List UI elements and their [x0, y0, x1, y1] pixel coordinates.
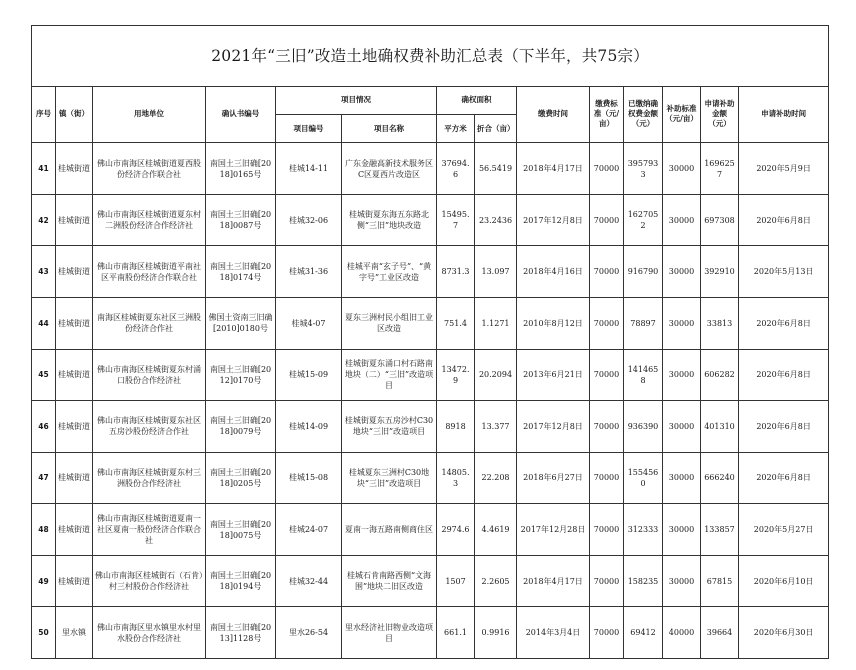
project-code-cell: 桂城14-09: [276, 401, 342, 453]
apply-time-cell: 2020年6月30日: [739, 607, 829, 659]
area-sqm-cell: 661.1: [437, 607, 475, 659]
paid-amount-cell: 158235: [624, 555, 663, 607]
subsidy-std-cell: 30000: [663, 143, 701, 195]
town-cell: 桂城街道: [56, 297, 93, 349]
area-mu-cell: 22.208: [475, 452, 517, 504]
seq-cell: 43: [32, 246, 56, 298]
paid-amount-cell: 69412: [624, 607, 663, 659]
apply-time-cell: 2020年6月8日: [739, 349, 829, 401]
area-mu-cell: 13.097: [475, 246, 517, 298]
subsidy-std-cell: 40000: [663, 607, 701, 659]
project-name-cell: 桂城街夏东涌口村石路南地块（二）“三旧”改造项目: [342, 349, 437, 401]
header-sqm: 平方米: [437, 114, 475, 142]
area-sqm-cell: 13472.9: [437, 349, 475, 401]
header-project-info: 项目情况: [276, 86, 437, 114]
header-area: 确权面积: [437, 86, 517, 114]
apply-amount-cell: 39664: [701, 607, 739, 659]
pay-std-cell: 70000: [590, 143, 624, 195]
cert-cell: 南国土三旧确[2012]0170号: [206, 349, 276, 401]
pay-time-cell: 2017年12月28日: [517, 504, 590, 556]
apply-time-cell: 2020年6月10日: [739, 555, 829, 607]
pay-time-cell: 2017年12月8日: [517, 194, 590, 246]
unit-cell: 佛山市南海区桂城街夏东社区五房沙股份经济合作社: [93, 401, 206, 453]
seq-cell: 42: [32, 194, 56, 246]
apply-time-cell: 2020年5月27日: [739, 504, 829, 556]
area-sqm-cell: 751.4: [437, 297, 475, 349]
seq-cell: 46: [32, 401, 56, 453]
table-row: [32, 452, 829, 504]
unit-cell: 佛山市南海区桂城街道夏东村二洲股份经济合作经济社: [93, 194, 206, 246]
town-cell: 桂城街道: [56, 401, 93, 453]
area-mu-cell: 0.9916: [475, 607, 517, 659]
unit-cell: 佛山市南海区桂城街道夏西股份经济合作联合社: [93, 143, 206, 195]
header-project-name: 项目名称: [342, 114, 437, 142]
apply-time-cell: 2020年6月8日: [739, 452, 829, 504]
seq-cell: 45: [32, 349, 56, 401]
pay-std-cell: 70000: [590, 607, 624, 659]
project-code-cell: 桂城15-09: [276, 349, 342, 401]
project-name-cell: 里水经济社旧物业改造项目: [342, 607, 437, 659]
town-cell: 桂城街道: [56, 504, 93, 556]
pay-time-cell: 2018年4月17日: [517, 555, 590, 607]
paid-amount-cell: 1627052: [624, 194, 663, 246]
header-subsidy-std: 补助标准（元/亩）: [663, 86, 701, 143]
title-row: [32, 26, 829, 87]
header-row-1: [32, 86, 829, 114]
table-row: [32, 401, 829, 453]
unit-cell: 佛山市南海区桂城街夏东村涌口股份合作经济社: [93, 349, 206, 401]
project-code-cell: 里水26-54: [276, 607, 342, 659]
town-cell: 桂城街道: [56, 143, 93, 195]
pay-std-cell: 70000: [590, 194, 624, 246]
cert-cell: 佛国土资南三旧确[2010]0180号: [206, 297, 276, 349]
header-mu: 折合（亩）: [475, 114, 517, 142]
paid-amount-cell: 312333: [624, 504, 663, 556]
unit-cell: 佛山市南海区桂城街夏东村三洲股份合作经济社: [93, 452, 206, 504]
project-name-cell: 桂城街夏东海五东路北侧“三旧”地块改造: [342, 194, 437, 246]
area-sqm-cell: 8731.3: [437, 246, 475, 298]
project-name-cell: 桂城石肯南路西侧“文海围”地块二旧区改造: [342, 555, 437, 607]
pay-time-cell: 2010年8月12日: [517, 297, 590, 349]
project-code-cell: 桂城15-08: [276, 452, 342, 504]
apply-amount-cell: 67815: [701, 555, 739, 607]
unit-cell: 佛山市南海区桂城街石（石肯）村三村股份合作经济社: [93, 555, 206, 607]
pay-time-cell: 2018年4月16日: [517, 246, 590, 298]
header-cert: 确认书编号: [206, 86, 276, 143]
cert-cell: 南国土三旧确[2013]1128号: [206, 607, 276, 659]
apply-time-cell: 2020年5月9日: [739, 143, 829, 195]
area-sqm-cell: 37694.6: [437, 143, 475, 195]
pay-std-cell: 70000: [590, 349, 624, 401]
town-cell: 桂城街道: [56, 194, 93, 246]
header-town: 镇（街）: [56, 86, 93, 143]
cert-cell: 南国土三旧确[2018]0194号: [206, 555, 276, 607]
paid-amount-cell: 916790: [624, 246, 663, 298]
subsidy-std-cell: 30000: [663, 452, 701, 504]
seq-cell: 47: [32, 452, 56, 504]
area-sqm-cell: 1507: [437, 555, 475, 607]
cert-cell: 南国土三旧确[2018]0205号: [206, 452, 276, 504]
subsidy-std-cell: 30000: [663, 504, 701, 556]
project-name-cell: 夏南一海五路南侧商住区: [342, 504, 437, 556]
cert-cell: 南国土三旧确[2018]0087号: [206, 194, 276, 246]
table-row: [32, 349, 829, 401]
cert-cell: 南国土三旧确[2018]0165号: [206, 143, 276, 195]
subsidy-std-cell: 30000: [663, 349, 701, 401]
table-row: [32, 246, 829, 298]
town-cell: 桂城街道: [56, 349, 93, 401]
pay-time-cell: 2018年6月27日: [517, 452, 590, 504]
pay-std-cell: 70000: [590, 504, 624, 556]
subsidy-std-cell: 30000: [663, 194, 701, 246]
project-code-cell: 桂城24-07: [276, 504, 342, 556]
header-paid-amount: 已缴纳确权费金额（元）: [624, 86, 663, 143]
seq-cell: 48: [32, 504, 56, 556]
area-mu-cell: 56.5419: [475, 143, 517, 195]
page-title: 2021年“三旧”改造土地确权费补助汇总表（下半年，共75宗）: [32, 26, 829, 87]
project-code-cell: 桂城14-11: [276, 143, 342, 195]
project-code-cell: 桂城4-07: [276, 297, 342, 349]
area-mu-cell: 4.4619: [475, 504, 517, 556]
unit-cell: 佛山市南海区桂城街道夏南一社区夏南一股份经济合作联合社: [93, 504, 206, 556]
area-mu-cell: 23.2436: [475, 194, 517, 246]
project-code-cell: 桂城31-36: [276, 246, 342, 298]
pay-time-cell: 2014年3月4日: [517, 607, 590, 659]
pay-time-cell: 2018年4月17日: [517, 143, 590, 195]
seq-cell: 41: [32, 143, 56, 195]
seq-cell: 44: [32, 297, 56, 349]
pay-std-cell: 70000: [590, 452, 624, 504]
pay-std-cell: 70000: [590, 401, 624, 453]
subsidy-std-cell: 30000: [663, 555, 701, 607]
pay-time-cell: 2013年6月21日: [517, 349, 590, 401]
seq-cell: 50: [32, 607, 56, 659]
area-sqm-cell: 15495.7: [437, 194, 475, 246]
area-mu-cell: 20.2094: [475, 349, 517, 401]
table-row: [32, 194, 829, 246]
cert-cell: 南国土三旧确[2018]0079号: [206, 401, 276, 453]
table-row: [32, 504, 829, 556]
unit-cell: 佛山市南海区里水镇里水村里水股份合作经济社: [93, 607, 206, 659]
paid-amount-cell: 936390: [624, 401, 663, 453]
table-row: [32, 555, 829, 607]
header-seq: 序号: [32, 86, 56, 143]
apply-amount-cell: 133857: [701, 504, 739, 556]
paid-amount-cell: 1414658: [624, 349, 663, 401]
town-cell: 桂城街道: [56, 452, 93, 504]
town-cell: 桂城街道: [56, 246, 93, 298]
cert-cell: 南国土三旧确[2018]0075号: [206, 504, 276, 556]
project-code-cell: 桂城32-06: [276, 194, 342, 246]
unit-cell: 南海区桂城街夏东社区三洲股份经济合作社: [93, 297, 206, 349]
apply-time-cell: 2020年6月8日: [739, 297, 829, 349]
project-name-cell: 桂城街夏东五房沙村C30地块“三旧”改造项目: [342, 401, 437, 453]
area-sqm-cell: 8918: [437, 401, 475, 453]
subsidy-std-cell: 30000: [663, 401, 701, 453]
area-mu-cell: 1.1271: [475, 297, 517, 349]
apply-amount-cell: 33813: [701, 297, 739, 349]
pay-std-cell: 70000: [590, 297, 624, 349]
apply-amount-cell: 401310: [701, 401, 739, 453]
header-apply-time: 申请补助时间: [739, 86, 829, 143]
project-name-cell: 夏东三洲村民小组旧工业区改造: [342, 297, 437, 349]
town-cell: 桂城街道: [56, 555, 93, 607]
apply-amount-cell: 697308: [701, 194, 739, 246]
unit-cell: 佛山市南海区桂城街道平南社区平南股份经济合作联合社: [93, 246, 206, 298]
header-apply-amount: 申请补助金额（元）: [701, 86, 739, 143]
table-row: [32, 297, 829, 349]
subsidy-std-cell: 30000: [663, 246, 701, 298]
paid-amount-cell: 78897: [624, 297, 663, 349]
project-name-cell: 广东金融高新技术服务区C区夏西片改造区: [342, 143, 437, 195]
project-name-cell: 桂城平南“玄子号”、“黄字号”工业区改造: [342, 246, 437, 298]
area-mu-cell: 13.377: [475, 401, 517, 453]
pay-time-cell: 2017年12月8日: [517, 401, 590, 453]
header-pay-std: 缴费标准（元/亩）: [590, 86, 624, 143]
apply-time-cell: 2020年6月8日: [739, 194, 829, 246]
apply-amount-cell: 666240: [701, 452, 739, 504]
town-cell: 里水镇: [56, 607, 93, 659]
table-row: [32, 143, 829, 195]
area-sqm-cell: 14805.3: [437, 452, 475, 504]
subsidy-summary-table: [31, 25, 829, 659]
apply-time-cell: 2020年6月8日: [739, 401, 829, 453]
apply-time-cell: 2020年5月13日: [739, 246, 829, 298]
pay-std-cell: 70000: [590, 555, 624, 607]
paid-amount-cell: 3957933: [624, 143, 663, 195]
header-unit: 用地单位: [93, 86, 206, 143]
subsidy-std-cell: 30000: [663, 297, 701, 349]
pay-std-cell: 70000: [590, 246, 624, 298]
header-pay-time: 缴费时间: [517, 86, 590, 143]
apply-amount-cell: 606282: [701, 349, 739, 401]
paid-amount-cell: 1554560: [624, 452, 663, 504]
area-sqm-cell: 2974.6: [437, 504, 475, 556]
project-name-cell: 桂城夏东三洲村C30地块“三旧”改造项目: [342, 452, 437, 504]
area-mu-cell: 2.2605: [475, 555, 517, 607]
table-row: [32, 607, 829, 659]
apply-amount-cell: 392910: [701, 246, 739, 298]
project-code-cell: 桂城32-44: [276, 555, 342, 607]
seq-cell: 49: [32, 555, 56, 607]
cert-cell: 南国土三旧确[2018]0174号: [206, 246, 276, 298]
header-project-code: 项目编号: [276, 114, 342, 142]
apply-amount-cell: 1696257: [701, 143, 739, 195]
